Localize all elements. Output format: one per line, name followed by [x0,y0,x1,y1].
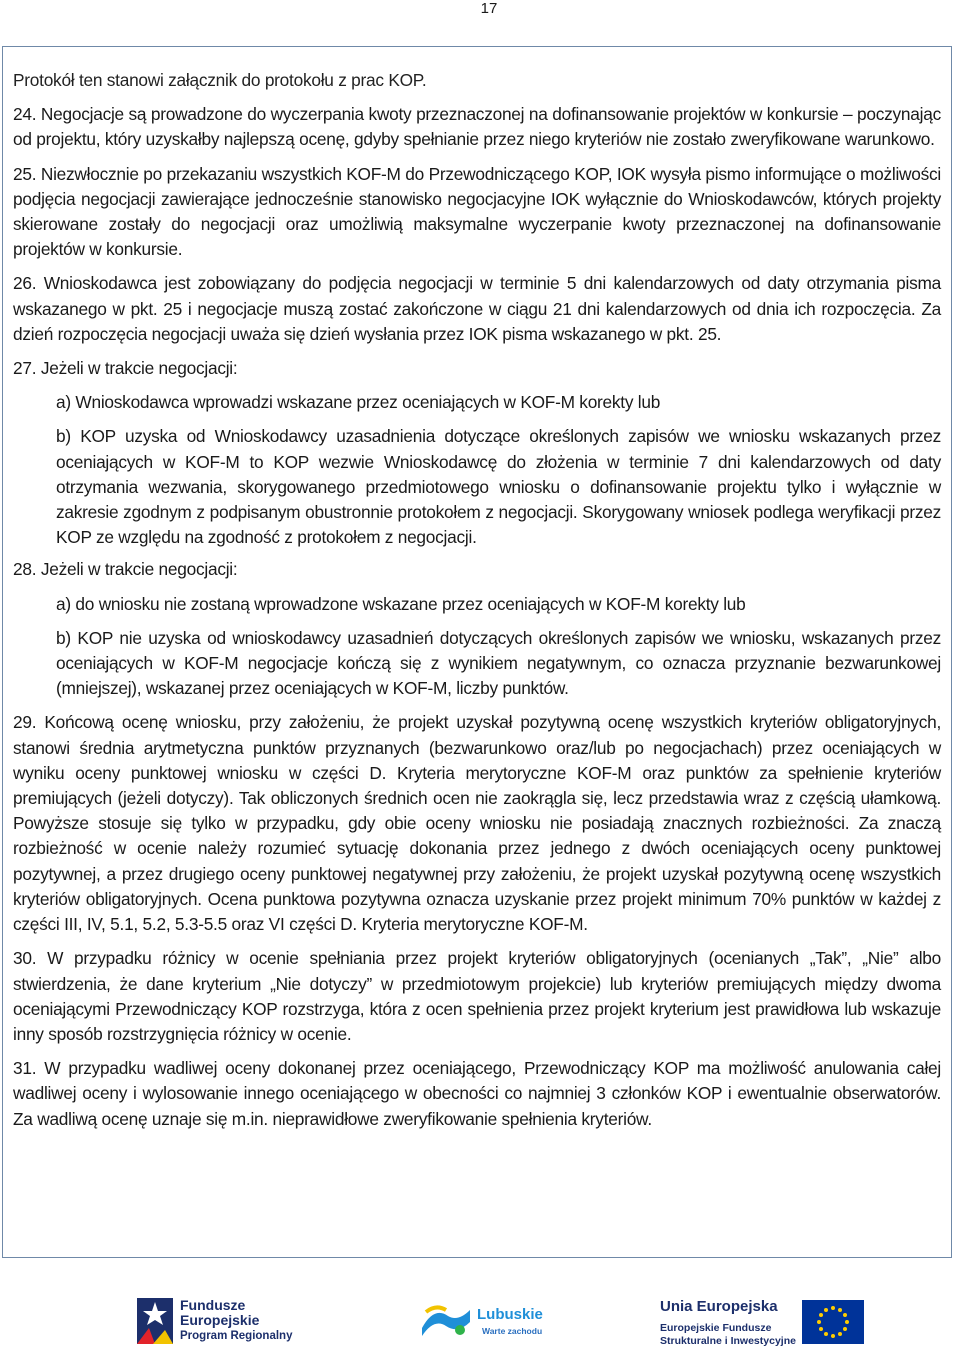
lubuskie-logo [420,1296,560,1346]
fundusze-europejskie-logo [135,1292,295,1352]
ue-line1: Unia Europejska [660,1298,778,1315]
footer-logos [0,1280,960,1360]
paragraph-28: 28. Jeżeli w trakcie negocjacji: [13,559,238,580]
document-content [13,68,941,1132]
document-frame [2,46,952,1258]
paragraph-28b: b) KOP nie uzyska od wnioskodawcy uzasadnień dotyczących określonych zapisów we wniosku, wskazanych przez oceniających w KOF-M negocjacje kończą się z wynikiem negatywnym, co oznacza przyznanie bezwarunkowej (mniejszej), wskazanej przez oceniających w KOF-M, liczby punktów. [56,627,941,699]
ue-line2: Europejskie Fundusze [660,1322,772,1334]
paragraph-24: 24. Negocjacje są prowadzone do wyczerpania kwoty przeznaczonej na dofinansowanie projektów w konkursie – poczynając od projektu, który uzyskałby najlepszą ocenę, gdyby spełnianie przez niego kryteriów nie zostało zweryfikowane warunkowo. [13,104,941,150]
ue-line3: Strukturalne i Inwestycyjne [660,1335,796,1347]
paragraph-29: 29. Końcową ocenę wniosku, przy założeniu, że projekt uzyskał pozytywną ocenę wszystkich kryteriów obligatoryjnych, stanowi średnia arytmetyczna punktów przyznanych (bezwarunkowo oraz/lub po negocjachach) przez oceniających w wyniku oceny punktowej wniosku w części D. Kryteria merytoryczne KOF-M oraz punktów za spełnienie kryteriów premiujących (jeżeli dotyczy). Tak obliczonych średnich ocen nie zaokrągla się, lecz przedstawia wraz z częścią ułamkową. Powyższe stosuje się tylko w przypadku, gdy obie oceny wniosku nie posiadają znacznych rozbieżności. Za znaczą rozbieżność w ocenie należy rozumieć sytuację dokonania przez jednego z dwóch oceniających oceny punktowej pozytywnej, a przez drugiego oceny punktowej negatywnej przy założeniu, że projekt uzyskał pozytywną ocenę wszystkich kryteriów obligatoryjnych. Ocena punktowa pozytywna oznacza uzyskanie przez projekt minimum 70% punktów w każdej z części III, IV, 5.1, 5.2, 5.3-5.5 oraz VI części D. Kryteria merytoryczne KOF-M. [13,712,941,935]
paragraph-30: 30. W przypadku różnicy w ocenie spełniania przez projekt kryteriów obligatoryjnych (ocenianych „Tak”, „Nie” albo stwierdzenia, że dane kryterium „Nie dotyczy” w przedmiotowym projekcie) lub kryteriów premiujących między dwoma oceniającymi Przewodniczący KOP rozstrzyga, która z ocen spełnienia przez projekt kryterium jest prawidłowa lub wskazuje inny sposób rozstrzygnięcia różnicy w ocenie. [13,948,941,1044]
paragraph-27a: a) Wnioskodawca wprowadzi wskazane przez oceniających w KOF-M korekty lub [56,392,661,413]
intro-text: Protokół ten stanowi załącznik do protokołu z prac KOP. [13,70,427,90]
page-number: 17 [480,0,498,17]
lubuskie-wave-icon [420,1302,472,1340]
unia-europejska-logo [660,1292,865,1356]
paragraph-25: 25. Niezwłocznie po przekazaniu wszystkich KOF-M do Przewodniczącego KOP, IOK wysyła pismo informujące o możliwości podjęcia negocjacji zawierające jednocześnie stanowisko negocjacyjne IOK wyłącznie do Wnioskodawców, których projekty skierowane zostały do negocjacji oraz umożliwią maksymalne wyczerpanie kwoty przeznaczonej na dofinansowanie projektów w konkursie. [13,163,941,260]
paragraph-27: 27. Jeżeli w trakcie negocjacji: [13,358,238,379]
fe-star-icon [135,1292,175,1348]
fe-line1: Fundusze [180,1297,246,1313]
paragraph-28a: a) do wniosku nie zostaną wprowadzone wskazane przez oceniających w KOF-M korekty lub [56,593,746,614]
lubuskie-slogan: Warte zachodu [482,1326,543,1336]
fe-line2: Europejskie [180,1312,260,1328]
lubuskie-title: Lubuskie [477,1306,543,1323]
paragraph-27b: b) KOP uzyska od Wnioskodawcy uzasadnienia dotyczące określonych zapisów we wniosku wskazanych przez oceniających w KOF-M to KOP wezwie Wnioskodawcę do złożenia w terminie 7 dni kalendarzowych od daty otrzymania wezwania, skorygowanego przedmiotowego wniosku o dofinansowanie projektu tylko i wyłącznie w zakresie zgodnym z podpisanym obustronnie protokołem z negocjacji. Skorygowany wniosek podlega weryfikacji przez KOP ze względu na zgodność z protokołem z negocjacji. [56,426,941,548]
paragraph-31: 31. W przypadku wadliwej oceny dokonanej przez oceniającego, Przewodniczący KOP ma możliwość anulowania całej wadliwej oceny i wylosowanie innego oceniającego w obecności co najmniej 3 członków KOP i ewentualnie obserwatorów. Za wadliwą ocenę uznaje się m.in. nieprawidłowe zweryfikowanie spełnienia kryteriów. [13,1058,941,1129]
fe-line3: Program Regionalny [180,1330,293,1342]
eu-flag-icon [802,1300,872,1348]
paragraph-26: 26. Wnioskodawca jest zobowiązany do podjęcia negocjacji w terminie 5 dni kalendarzowych od daty otrzymania pisma wskazanego w pkt. 25 i negocjacje muszą zostać zakończone w ciągu 21 dni kalendarzowych od dnia ich rozpoczęcia. Za dzień rozpoczęcia negocjacji uważa się dzień wysłania przez IOK pisma wskazanego w pkt. 25. [13,273,941,344]
